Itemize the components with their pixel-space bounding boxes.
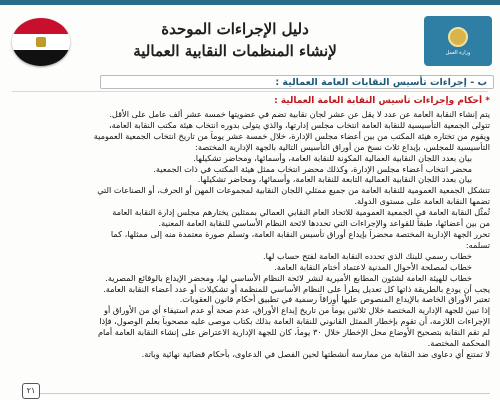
page-header bbox=[0, 10, 500, 65]
page-number: ٢١ bbox=[22, 383, 40, 399]
paragraph-line: المحكمة المختصة. bbox=[427, 338, 490, 349]
list-item: بيان بعدد اللجان النقابية العمالية التابعة للنقابة العامة، وأسمائها، ومحاضر تشكيلها. bbox=[197, 174, 472, 185]
list-item: محضر انتخاب أعضاء مجلس الإدارة، وكذلك محضر انتخاب ممثل هيئة المكتب في ذات الجمعية. bbox=[153, 163, 472, 174]
paragraph-line: تعتبر الأوراق الخاصة بالإيداع المنصوص عليها أوراقاً رسمية في تطبيق أحكام قانون العقوبات. bbox=[179, 294, 490, 305]
paragraph-line: الإجراءات اللازمة، أن تقوم بإخطار الممثل القانوني للنقابة العامة بذلك بكتاب موصى عليه مصحوباً بعلم الوصول، فإذا bbox=[99, 316, 490, 327]
paragraph-line: من بين أعضائها، طبقاً للقواعد والإجراءات التي تحددها لائحة النظام الأساسي للنقابة العامة المعنية. bbox=[158, 218, 490, 229]
list-item: خطاب رسمي للبنك الذي تحدده النقابة العامة لفتح حساب لها. bbox=[263, 250, 472, 261]
document-title-line-1: دليل الإجراءات الموحدة bbox=[161, 20, 309, 38]
paragraph-line: تسلمه: bbox=[465, 239, 490, 250]
ministry-logo bbox=[424, 16, 492, 66]
section-heading: ب - إجراءات تأسيس النقابات العامة العمالية : bbox=[275, 77, 487, 88]
footer-divider bbox=[40, 393, 490, 394]
paragraph-line: إذا تبين للجهة الإدارية المختصة خلال ثلاثين يوماً من تاريخ إيداع الأوراق، عدم صحة أو عدم استيفاء أي من الأوراق أو bbox=[104, 305, 490, 316]
section-heading-bar bbox=[100, 75, 494, 89]
paragraph-line: تحرر الجهة الإدارية المختصة محضراً بإيداع أوراق تأسيس النقابة العامة، وتسلم صورة معتمدة منه إلى ممثلها، كما bbox=[110, 228, 490, 239]
list-item: خطاب للهيئة العامة لشئون المطابع الأميرية لنشر لائحة النظام الأساسي لها، ومحضر الإيداع بالوقائع المصرية. bbox=[105, 272, 472, 283]
ministry-logo-text: وزارة العمل bbox=[445, 49, 471, 56]
paragraph-line: تُمثّل النقابة العامة في الجمعية العمومية للاتحاد العام النقابي العمالي بممثلين يختارهم مجلس إدارة النقابة العامة bbox=[112, 207, 490, 218]
paragraph-line: لم تقم النقابة بتصحيح الأوضاع محل الإخطار خلال ٣٠ يوماً، كان للجهة الإدارية الاعتراض على إنشاء النقابة العامة أمام bbox=[97, 327, 490, 338]
list-item: بيان بعدد اللجان النقابية العمالية المكونة للنقابة العامة، وأسمائها، ومحاضر تشكيلها. bbox=[193, 152, 472, 163]
egypt-flag-logo bbox=[12, 18, 70, 66]
paragraph-line: تتشكل الجمعية العمومية للنقابة العامة من جميع ممثلي اللجان النقابية لمجموعات المهن أو الحرف، أو الصناعات التي bbox=[97, 185, 490, 196]
eagle-icon bbox=[36, 37, 46, 47]
title-block bbox=[90, 18, 380, 62]
list-item: خطاب لمصلحة الأحوال المدنية لاعتماد أختام النقابة العامة. bbox=[274, 261, 472, 272]
document-body bbox=[14, 95, 490, 377]
paragraph-line: تتولى الجمعية التأسيسية للنقابة العامة انتخاب مجلس إدارتها، والذي يتولى بدوره انتخاب هيئة مكتب النقابة العامة، bbox=[108, 119, 490, 130]
paragraph-line: تضمها النقابة العامة على مستوى الدولة. bbox=[354, 196, 490, 207]
subheading bbox=[14, 95, 490, 107]
paragraph-line: ويقوم من تختاره هيئة المكتب من بين أعضاء مجلس الإدارة، خلال خمسة عشر يوماً من تاريخ انتخاب الجمعية العمومية bbox=[93, 130, 490, 141]
subheading-text: أحكام وإجراءات تأسيس النقابة العامة العمالية : bbox=[274, 96, 483, 106]
paragraph-line: لا تمتنع أي دعاوى ضد النقابة من ممارسة أنشطتها لحين الفصل في الدعاوى، بأحكام قضائية نهائية وباتة. bbox=[141, 348, 490, 359]
paragraph-line: يتم إنشاء النقابة العامة عن عدد لا يقل عن عشر لجان نقابية تضم في عضويتها خمسة عشر ألف عامل على الأقل. bbox=[109, 109, 490, 119]
document-title-line-2: لإنشاء المنظمات النقابية العمالية bbox=[133, 42, 337, 60]
paragraph-line: التأسيسية للمجلس، بإيداع ثلاث نسخ من أوراق التأسيس التالية بالجهة الإدارية المختصة: bbox=[195, 141, 490, 152]
emblem-icon bbox=[448, 27, 468, 47]
bullet-star-icon: * bbox=[485, 96, 490, 106]
paragraph-line: يجب أن يودع بالطريقة ذاتها كل تعديل يطرأ على النظام الأساسي للمنظمة أو تشكيلات أو عدد أعضاء النقابة العامة. bbox=[103, 283, 490, 294]
divider bbox=[12, 91, 488, 92]
